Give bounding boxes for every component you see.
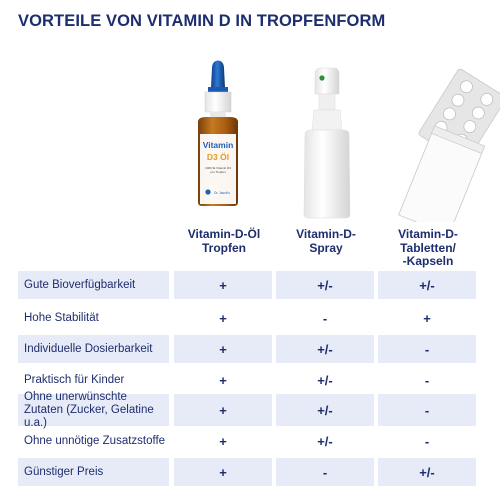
comparison-row-no-unwanted-ingredients [0, 390, 500, 429]
rating-oil-drops: + [174, 394, 272, 426]
row-label: Gute Bioverfügbarkeit [18, 271, 169, 299]
bottle-maker: Dr. Jacob's [214, 191, 230, 195]
tablet-pack-image [399, 68, 500, 222]
rating-tablets: +/- [378, 458, 476, 486]
comparison-row-bioavailability [0, 271, 500, 299]
dropper-bottle-image [198, 61, 238, 207]
comparison-row-stability [0, 304, 500, 332]
row-label: Praktisch für Kinder [24, 373, 125, 386]
sun-icon [205, 189, 210, 194]
product-illustrations [0, 52, 500, 222]
column-header-oil-drops [174, 228, 274, 255]
spray-bottle-image [304, 68, 350, 218]
rating-oil-drops: + [219, 433, 227, 449]
bottle-brand-line2: D3 Öl [206, 152, 230, 162]
bottle-sub2: pro Tropfen [210, 170, 226, 174]
rating-spray: +/- [276, 335, 374, 363]
rating-spray: +/- [276, 394, 374, 426]
page-title: VORTEILE VON VITAMIN D IN TROPFENFORM [18, 12, 386, 30]
rating-tablets: - [424, 433, 430, 449]
bottle-brand-line1: Vitamin [202, 140, 234, 150]
column-header-line: -Kapseln [402, 254, 454, 268]
comparison-row-no-additives [0, 427, 500, 455]
rating-oil-drops: + [219, 372, 227, 388]
column-header-tablets [378, 228, 478, 269]
column-header-line: Vitamin-D- [398, 227, 458, 241]
rating-tablets: - [378, 335, 476, 363]
column-header-line: Vitamin-D- [296, 227, 356, 241]
rating-spray: +/- [276, 271, 374, 299]
row-label: Hohe Stabilität [24, 311, 99, 324]
rating-oil-drops: + [174, 458, 272, 486]
rating-tablets: - [424, 372, 430, 388]
column-header-line: Vitamin-D-Öl [187, 227, 261, 241]
column-header-spray [276, 228, 376, 255]
column-header-line: Tropfen [202, 240, 246, 255]
row-label: Günstiger Preis [18, 458, 169, 486]
rating-spray: +/- [317, 372, 333, 388]
comparison-row-dosing [0, 335, 500, 363]
rating-oil-drops: + [174, 271, 272, 299]
row-label: Individuelle Dosierbarkeit [18, 335, 169, 363]
comparison-row-price [0, 458, 500, 486]
rating-tablets: - [378, 394, 476, 426]
rating-spray: +/- [317, 433, 333, 449]
column-header-line: Tabletten/ [400, 240, 456, 255]
row-label: Ohne unerwünschte Zutaten (Zucker, Gelatine u.a.) [18, 394, 169, 426]
rating-tablets: +/- [378, 271, 476, 299]
rating-oil-drops: + [174, 335, 272, 363]
rating-spray: - [322, 310, 328, 326]
rating-oil-drops: + [219, 310, 227, 326]
rating-tablets: + [423, 310, 431, 326]
bottle-sub1: 1000 IE Vitamin D3 [205, 166, 231, 170]
column-header-line: Spray [309, 240, 343, 255]
rating-spray: - [276, 458, 374, 486]
row-label: Ohne unnötige Zusatzstoffe [24, 434, 166, 447]
